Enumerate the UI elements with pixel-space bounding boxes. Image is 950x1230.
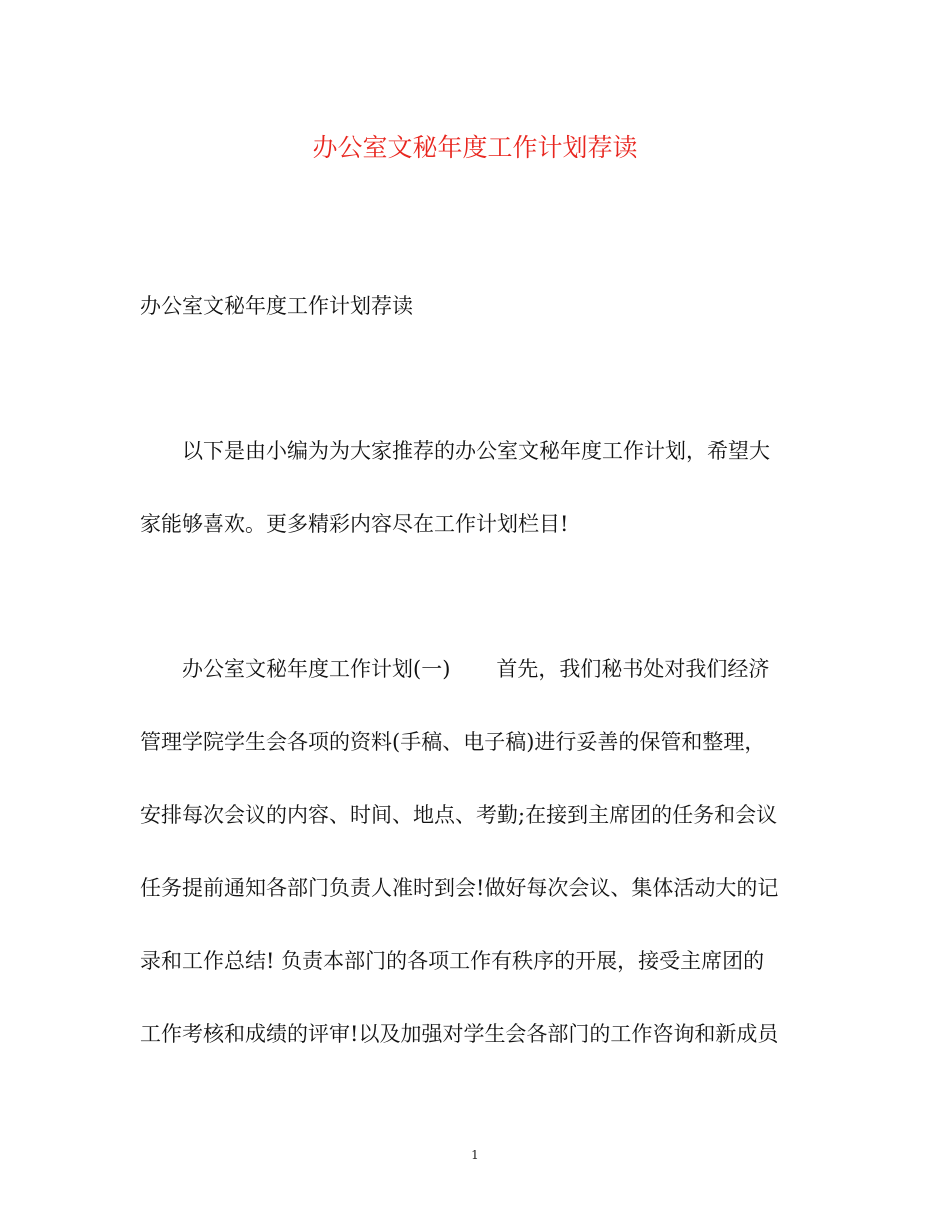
paragraph-line: 录和工作总结! 负责本部门的各项工作有秩序的开展，接受主席团的 (140, 949, 765, 973)
page-title: 办公室文秘年度工作计划荐读 (312, 133, 638, 162)
paragraph-line: 安排每次会议的内容、时间、地点、考勤;在接到主席团的任务和会议 (140, 803, 778, 827)
intro-line-2: 家能够喜欢。更多精彩内容尽在工作计划栏目! (140, 512, 569, 536)
section-heading: 办公室文秘年度工作计划(一) (182, 657, 451, 681)
paragraph-line: 任务提前通知各部门负责人准时到会!做好每次会议、集体活动大的记 (140, 876, 779, 900)
intro-line-1: 以下是由小编为为大家推荐的办公室文秘年度工作计划，希望大 (182, 439, 770, 463)
page-number: 1 (471, 1148, 479, 1162)
section-first-words: 首先，我们秘书处对我们经济 (496, 657, 770, 681)
paragraph-line: 管理学院学生会各项的资料(手稿、电子稿)进行妥善的保管和整理， (140, 730, 766, 754)
document-subtitle: 办公室文秘年度工作计划荐读 (140, 294, 413, 318)
paragraph-line: 工作考核和成绩的评审!以及加强对学生会各部门的工作咨询和新成员 (140, 1022, 779, 1046)
section-heading-line (182, 653, 862, 685)
